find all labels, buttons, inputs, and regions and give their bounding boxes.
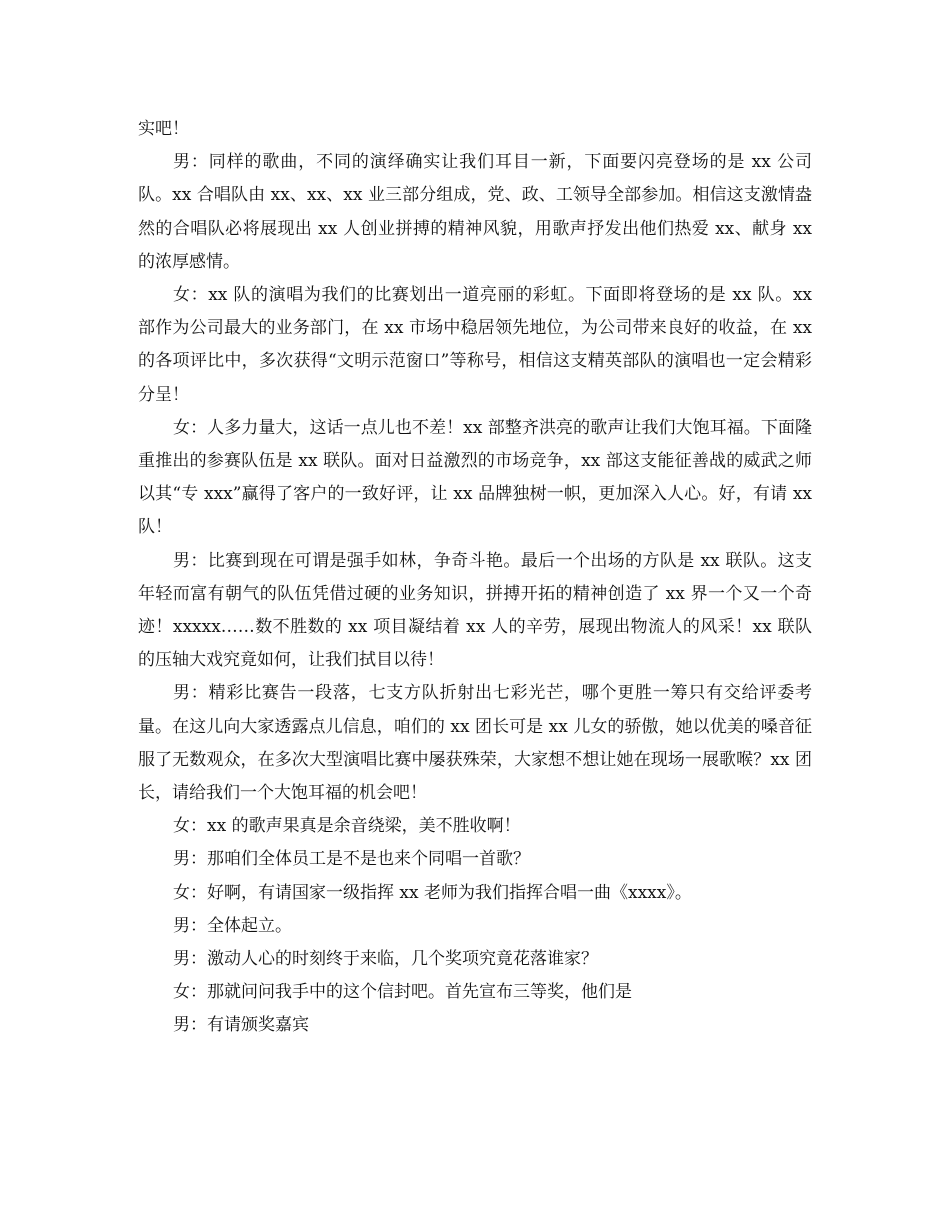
document-body [138, 113, 812, 1043]
paragraph-11: 男：激动人心的时刻终于来临，几个奖项究竟花落谁家？ [173, 949, 598, 970]
paragraph-13: 男：有请颁奖嘉宾 [173, 1015, 309, 1036]
paragraph-3: 女：xx 队的演唱为我们的比赛划出一道亮丽的彩虹。下面即将登场的是 xx 队。xx 部作为公司最大的业务部门，在 xx 市场中稳居领先地位，为公司带来良好的收益，在 xx 的各项评比中，多次获得“文明示范窗口”等称号，相信这支精英部队的演唱也一定会精彩分呈！ [138, 285, 812, 405]
paragraph-1: 实吧！ [138, 119, 189, 139]
paragraph-10: 男：全体起立。 [173, 915, 292, 936]
paragraph-5: 男：比赛到现在可谓是强手如林，争奇斗艳。最后一个出场的方队是 xx 联队。这支年轻而富有朝气的队伍凭借过硬的业务知识，拼搏开拓的精神创造了 xx 界一个又一个奇迹！xxxxx……数不胜数的 xx 项目凝结着 xx 人的辛劳，展现出物流人的风采！xx 联队的压轴大戏究竟如何，让我们拭目以待！ [138, 550, 812, 671]
paragraph-6: 男：精彩比赛告一段落，七支方队折射出七彩光芒，哪个更胜一筹只有交给评委考量。在这儿向大家透露点儿信息，咱们的 xx 团长可是 xx 儿女的骄傲，她以优美的嗓音征服了无数观众，在多次大型演唱比赛中屡获殊荣，大家想不想让她在现场一展歌喉？xx 团长，请给我们一个大饱耳福的机会吧！ [138, 683, 812, 804]
paragraph-7: 女：xx 的歌声果真是余音绕梁，美不胜收啊！ [173, 816, 521, 837]
paragraph-12: 女：那就问问我手中的这个信封吧。首先宣布三等奖，他们是 [173, 982, 632, 1003]
paragraph-2: 男：同样的歌曲，不同的演绎确实让我们耳目一新，下面要闪亮登场的是 xx 公司队。xx 合唱队由 xx、xx、xx 业三部分组成，党、政、工领导全部参加。相信这支激情盎然的合唱队必将展现出 xx 人创业拼搏的精神风貌，用歌声抒发出他们热爱 xx、献身 xx 的浓厚感情。 [138, 152, 812, 272]
paragraph-4: 女：人多力量大，这话一点儿也不差！xx 部整齐洪亮的歌声让我们大饱耳福。下面隆重推出的参赛队伍是 xx 联队。面对日益激烈的市场竞争，xx 部这支能征善战的威武之师以其“专 xxx”赢得了客户的一致好评，让 xx 品牌独树一帜，更加深入人心。好，有请 xx 队！ [138, 417, 812, 538]
paragraph-8: 男：那咱们全体员工是不是也来个同唱一首歌？ [173, 849, 530, 870]
paragraph-9: 女：好啊，有请国家一级指挥 xx 老师为我们指挥合唱一曲《xxxx》。 [173, 882, 692, 903]
